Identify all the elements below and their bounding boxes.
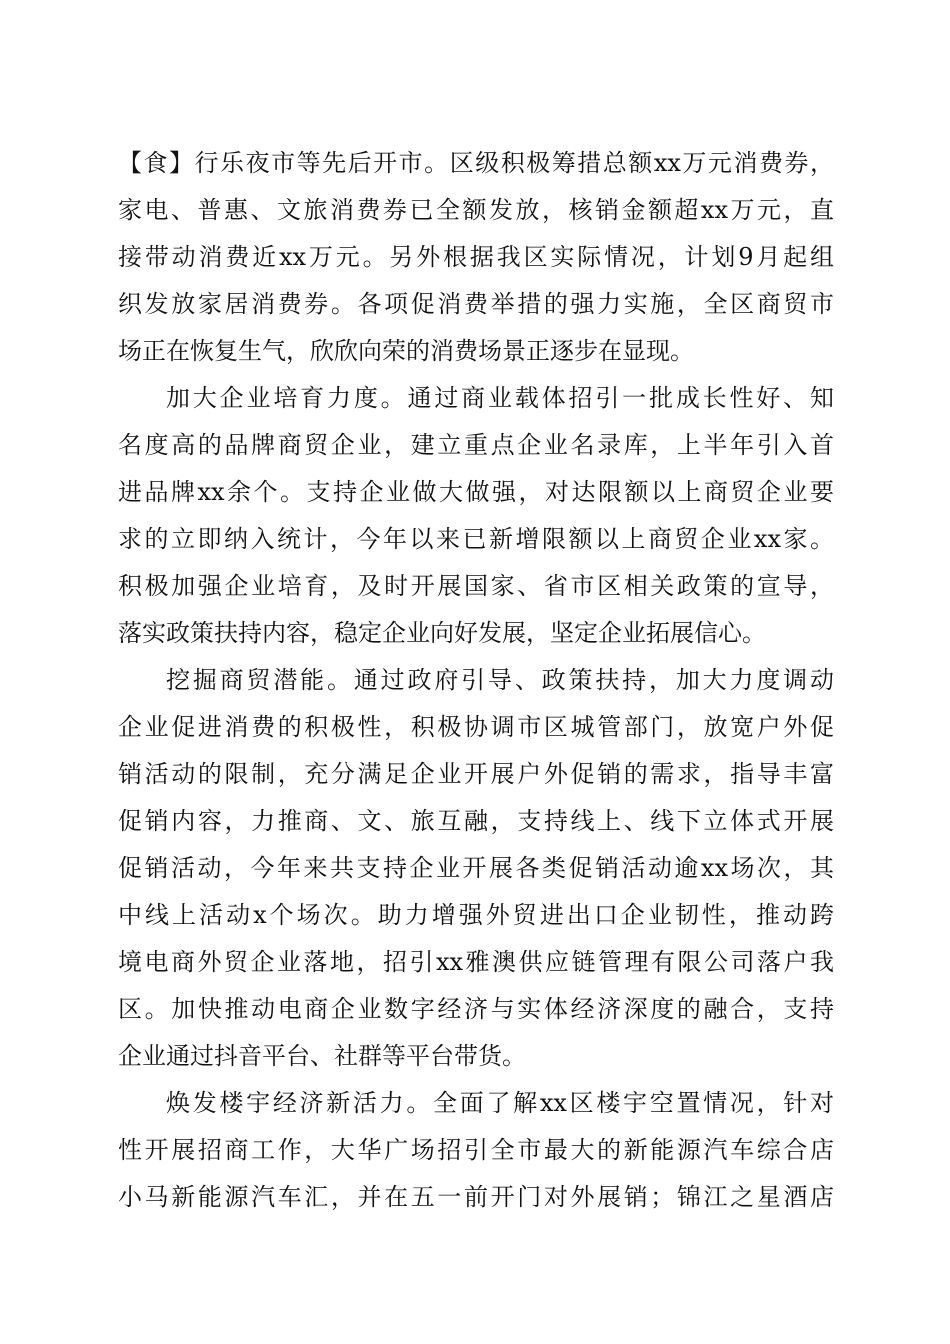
text-line: 名度高的品牌商贸企业，建立重点企业名录库，上半年引入首: [118, 431, 834, 459]
text-line: 场正在恢复生气，欣欣向荣的消费场景正逐步在显现。: [118, 337, 694, 365]
text-line: 促销内容，力推商、文、旅互融，支持线上、线下立体式开展: [118, 807, 834, 835]
text-line: 中线上活动x个场次。助力增强外贸进出口企业韧性，推动跨: [118, 901, 834, 929]
text-line: 销活动的限制，充分满足企业开展户外促销的需求，指导丰富: [118, 760, 834, 788]
text-line: 企业促进消费的积极性，积极协调市区城管部门，放宽户外促: [118, 713, 834, 741]
text-line: 企业通过抖音平台、社群等平台带货。: [118, 1042, 526, 1070]
text-line: 小马新能源汽车汇，并在五一前开门对外展销；锦江之星酒店: [118, 1183, 834, 1211]
text-line: 加大企业培育力度。通过商业载体招引一批成长性好、知: [166, 384, 834, 412]
text-line: 织发放家居消费券。各项促消费举措的强力实施，全区商贸市: [118, 290, 834, 318]
paragraph-1: [118, 140, 834, 375]
text-line: 境电商外贸企业落地，招引xx雅澳供应链管理有限公司落户我: [118, 948, 834, 976]
document-page: [118, 140, 834, 1221]
text-line: 进品牌xx余个。支持企业做大做强，对达限额以上商贸企业要: [118, 478, 834, 506]
paragraph-4: [118, 1080, 834, 1221]
text-line: 积极加强企业培育，及时开展国家、省市区相关政策的宣导，: [118, 572, 834, 600]
paragraph-3: [118, 657, 834, 1080]
text-line: 落实政策扶持内容，稳定企业向好发展，坚定企业拓展信心。: [118, 619, 766, 647]
text-line: 焕发楼宇经济新活力。全面了解xx区楼宇空置情况，针对: [166, 1089, 834, 1117]
text-line: 促销活动，今年来共支持企业开展各类促销活动逾xx场次，其: [118, 854, 834, 882]
text-line: 挖掘商贸潜能。通过政府引导、政策扶持，加大力度调动: [166, 666, 834, 694]
text-line: 求的立即纳入统计，今年以来已新增限额以上商贸企业xx家。: [118, 525, 834, 553]
text-line: 区。加快推动电商企业数字经济与实体经济深度的融合，支持: [118, 995, 834, 1023]
text-line: 家电、普惠、文旅消费券已全额发放，核销金额超xx万元，直: [118, 196, 834, 224]
text-line: 接带动消费近xx万元。另外根据我区实际情况，计划9月起组: [118, 243, 834, 271]
text-line: 【食】行乐夜市等先后开市。区级积极筹措总额xx万元消费券，: [118, 149, 834, 177]
paragraph-2: [118, 375, 834, 657]
text-line: 性开展招商工作，大华广场招引全市最大的新能源汽车综合店: [118, 1136, 834, 1164]
